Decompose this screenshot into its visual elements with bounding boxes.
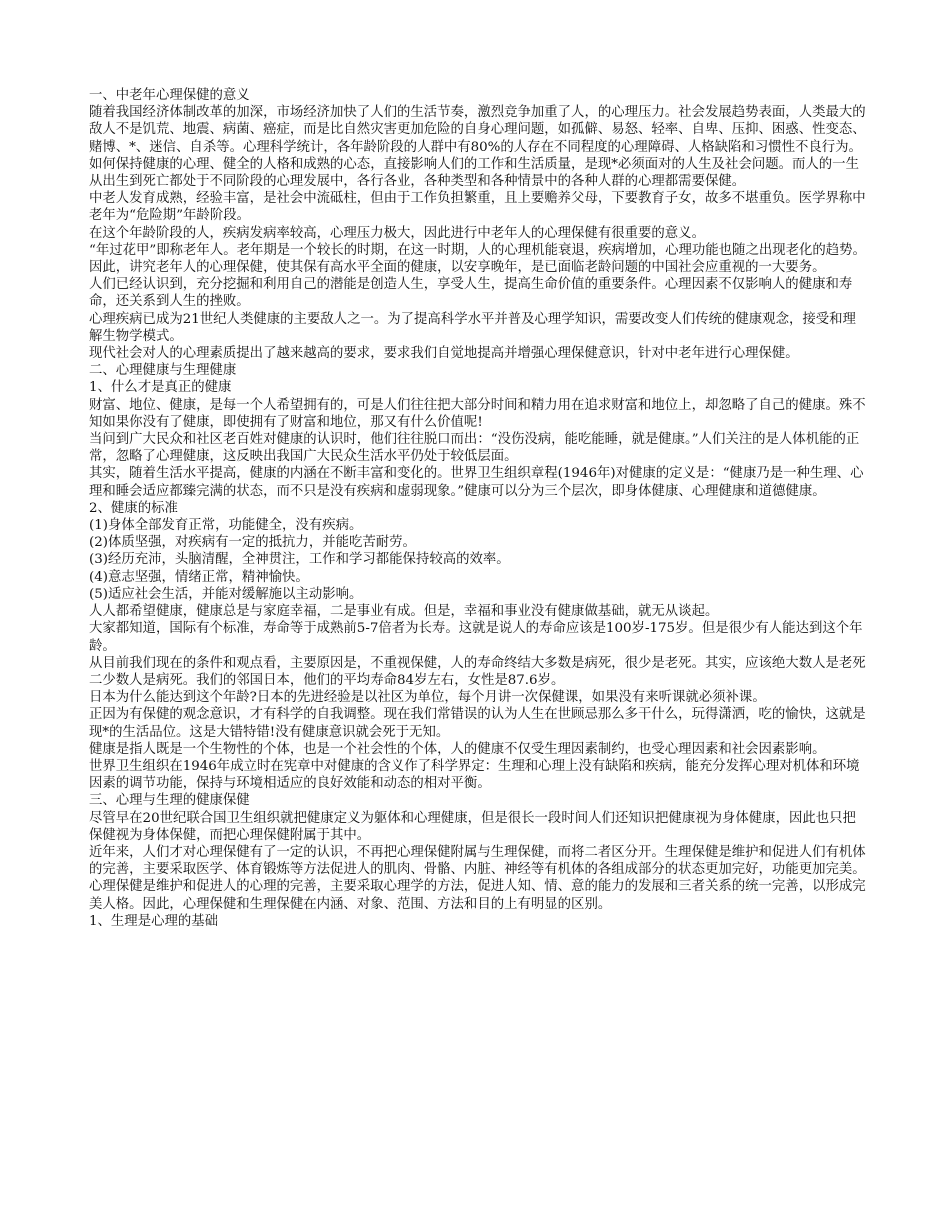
paragraph: 大家都知道，国际有个标准，寿命等于成熟前5-7倍者为长寿。这就是说人的寿命应该是100岁-175岁。但是很少有人能达到这个年龄。	[89, 621, 863, 654]
list-item: (5)适应社会生活，并能对缓解施以主动影响。	[89, 586, 363, 602]
section-heading: 三、心理与生理的健康保健	[89, 793, 250, 809]
paragraph: 心理疾病已成为21世纪人类健康的主要敌人之一。为了提高科学水平并普及心理学知识，需要改变人们传统的健康观念，接受和理解生物学模式。	[89, 311, 856, 344]
paragraph: 财富、地位、健康，是每一个人希望拥有的，可是人们往往把大部分时间和精力用在追求财富和地位上，却忽略了自己的健康。殊不知如果你没有了健康，即使拥有了财富和地位，那又有什么价值呢!	[89, 397, 866, 430]
paragraph: 当问到广大民众和社区老百姓对健康的认识时，他们往往脱口而出：“没伤没病，能吃能睡，就是健康。”人们关注的是人体机能的正常，忽略了心理健康，这反映出我国广大民众生活水平仍处于较低层面。	[89, 432, 860, 465]
paragraph: “年过花甲”即称老年人。老年期是一个较长的时期，在这一时期，人的心理机能衰退，疾病增加，心理功能也随之出现老化的趋势。因此，讲究老年人的心理保健，使其保有高水平全面的健康，以安享晚年，是已面临老龄问题的中国社会应重视的一大要务。	[89, 242, 866, 276]
paragraph: 随着我国经济体制改革的加深，市场经济加快了人们的生活节奏，激烈竞争加重了人，的心理压力。社会发展趋势表面，人类最大的敌人不是饥荒、地震、病菌、癌症，而是比自然灾害更加危险的自身心理问题，如孤僻、易怒、轻率、自卑、压抑、困惑、性变态、赌博、*、迷信、自杀等。心理科学统计，各年龄阶段的人群中有80%的人存在不同程度的心理障碍、人格缺陷和习惯性不良行为。	[89, 105, 866, 155]
subsection-heading: 2、健康的标准	[89, 500, 178, 516]
paragraph: 日本为什么能达到这个年龄?日本的先进经验是以社区为单位，每个月讲一次保健课，如果没有来听课就必须补课。	[89, 690, 766, 706]
list-item: (3)经历充沛，头脑清醒，全神贯注，工作和学习都能保持较高的效率。	[89, 552, 510, 568]
paragraph: 健康是指人既是一个生物性的个体，也是一个社会性的个体，人的健康不仅受生理因素制约，也受心理因素和社会因素影响。	[89, 741, 826, 757]
paragraph: 世界卫生组织在1946年成立时在宪章中对健康的含义作了科学界定：生理和心理上没有缺陷和疾病，能充分发挥心理对机体和环境因素的调节功能，保持与环境相适应的良好效能和动态的相对平衡。	[89, 758, 860, 792]
subsection-heading: 1、生理是心理的基础	[89, 913, 219, 929]
paragraph: 在这个年龄阶段的人，疾病发病率较高，心理压力极大，因此进行中老年人的心理保健有很重要的意义。	[89, 225, 705, 241]
section-heading: 一、中老年心理保健的意义	[89, 88, 250, 103]
list-item: (2)体质坚强，对疾病有一定的抵抗力，并能吃苦耐劳。	[89, 535, 416, 551]
paragraph: 人人都希望健康，健康总是与家庭幸福，二是事业有成。但是，幸福和事业没有健康做基础，就无从谈起。	[89, 604, 719, 620]
paragraph: 其实，随着生活水平提高，健康的内涵在不断丰富和变化的。世界卫生组织章程(1946年)对健康的定义是：“健康乃是一种生理、心理和睡会适应都臻完满的状态，而不只是没有疾病和虚弱现象。”健康可以分为三个层次，即身体健康、心理健康和道德健康。	[89, 466, 864, 499]
subsection-heading: 1、什么才是真正的健康	[89, 380, 232, 396]
paragraph: 中老人发育成熟，经验丰富，是社会中流砥柱，但由于工作负担繁重，且上要赡养父母，下要教育子女，故多不堪重负。医学界称中老年为“危险期”年龄阶段。	[89, 191, 866, 224]
paragraph: 如何保持健康的心理、健全的人格和成熟的心态，直接影响人们的工作和生活质量，是现*必须面对的人生及社会问题。而人的一生从出生到死亡都处于不同阶段的心理发展中，各行各业，各种类型和各种情景中的各种人群的心理都需要保健。	[89, 156, 859, 190]
list-item: (1)身体全部发育正常，功能健全，没有疾病。	[89, 518, 363, 534]
paragraph: 现代社会对人的心理素质提出了越来越高的要求，要求我们自觉地提高并增强心理保健意识，针对中老年进行心理保健。	[89, 346, 799, 362]
paragraph: 正因为有保健的观念意识，才有科学的自我调整。现在我们常错误的认为人生在世顾忌那么多干什么，玩得潇洒，吃的愉快，这就是现*的生活品位。这是大错特错!没有健康意识就会死于无知。	[89, 707, 866, 740]
document-body	[89, 87, 867, 930]
paragraph: 近年来，人们才对心理保健有了一定的认识，不再把心理保健附属与生理保健，而将二者区分开。生理保健是维护和促进人们有机体的完善，主要采取医学、体育锻炼等方法促进人的肌肉、骨骼、内脏、神经等有机体的各组成部分的状态更加完好，功能更加完美。心理保健是维护和促进人的心理的完善，主要采取心理学的方法，促进人知、情、意的能力的发展和三者关系的统一完善，以形成完美人格。因此，心理保健和生理保健在内涵、对象、范围、方法和目的上有明显的区别。	[89, 844, 866, 912]
paragraph: 尽管早在20世纪联合国卫生组织就把健康定义为躯体和心理健康，但是很长一段时间人们还知识把健康视为身体健康，因此也只把保健视为身体保健，而把心理保健附属于其中。	[89, 810, 856, 843]
paragraph: 从目前我们现在的条件和观点看，主要原因是，不重视保健，人的寿命终结大多数是病死，很少是老死。其实，应该绝大数人是老死二少数人是病死。我们的邻国日本，他们的平均寿命84岁左右，女性是87.6岁。	[89, 655, 866, 688]
paragraph: 人们已经认识到，充分挖掘和利用自己的潜能是创造人生，享受人生，提高生命价值的重要条件。心理因素不仅影响人的健康和寿命，还关系到人生的挫败。	[89, 277, 853, 310]
section-heading: 二、心理健康与生理健康	[89, 363, 237, 379]
list-item: (4)意志坚强，情绪正常，精神愉快。	[89, 569, 309, 585]
